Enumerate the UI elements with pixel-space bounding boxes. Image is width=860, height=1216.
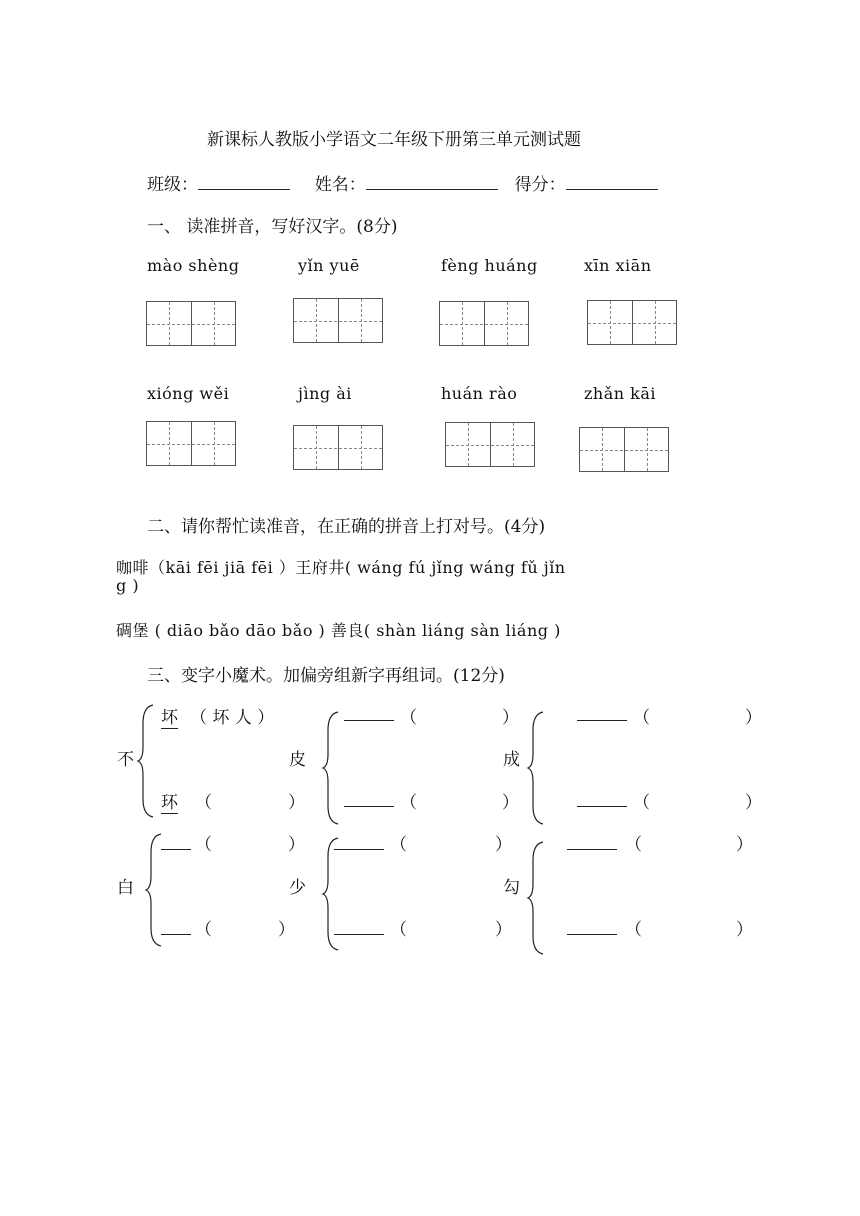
right-paren: ） bbox=[495, 920, 512, 940]
choice-line-1-wrap: g ) bbox=[116, 576, 140, 595]
writing-grid[interactable] bbox=[445, 422, 535, 467]
example-char: 坏 bbox=[161, 703, 178, 729]
name-blank[interactable] bbox=[366, 188, 498, 190]
left-paren: （ bbox=[400, 793, 417, 813]
section2-heading: 二、请你帮忙读准音，在正确的拼音上打对号。(4分) bbox=[147, 517, 546, 537]
section3-heading: 三、变字小魔术。加偏旁组新字再组词。(12分) bbox=[147, 666, 505, 686]
right-paren: ） bbox=[495, 835, 512, 855]
writing-grid[interactable] bbox=[146, 301, 236, 346]
brace-icon bbox=[527, 840, 547, 956]
right-paren: ） bbox=[288, 835, 305, 855]
answer-blank[interactable] bbox=[567, 934, 617, 935]
left-paren: （ bbox=[195, 793, 212, 813]
answer-blank[interactable] bbox=[161, 934, 191, 935]
pinyin-item: zhǎn kāi bbox=[584, 384, 657, 403]
pinyin-item: xióng wěi bbox=[147, 384, 230, 403]
answer-blank[interactable] bbox=[577, 720, 627, 721]
answer-blank[interactable] bbox=[577, 806, 627, 807]
pinyin-item: yǐn yuē bbox=[298, 256, 360, 275]
writing-grid[interactable] bbox=[439, 301, 529, 346]
left-paren: （ bbox=[400, 708, 417, 728]
pinyin-item: fèng huáng bbox=[441, 256, 538, 275]
answer-blank[interactable] bbox=[567, 849, 617, 850]
right-paren: ） bbox=[736, 835, 753, 855]
pinyin-item: jìng ài bbox=[298, 384, 352, 403]
right-paren: ） bbox=[502, 793, 519, 813]
page-title: 新课标人教版小学语文二年级下册第三单元测试题 bbox=[207, 130, 581, 150]
writing-grid[interactable] bbox=[587, 300, 677, 345]
left-paren: （ bbox=[390, 920, 407, 940]
right-paren: ） bbox=[278, 920, 295, 940]
choice-line-1[interactable]: 咖啡（kāi fēi jiā fēi ）王府井( wáng fú jǐng wáng fǔ jǐn bbox=[116, 558, 566, 577]
answer-blank[interactable] bbox=[334, 849, 384, 850]
base-char: 少 bbox=[289, 878, 306, 898]
pinyin-item: xīn xiān bbox=[584, 256, 652, 275]
new-char: 环 bbox=[161, 788, 178, 814]
example-word: （ 坏 人 ） bbox=[190, 708, 275, 728]
left-paren: （ bbox=[390, 835, 407, 855]
answer-blank[interactable] bbox=[334, 934, 384, 935]
brace-icon bbox=[527, 710, 547, 826]
left-paren: （ bbox=[195, 835, 212, 855]
base-char: 白 bbox=[117, 878, 134, 898]
writing-grid[interactable] bbox=[579, 427, 669, 472]
right-paren: ） bbox=[736, 920, 753, 940]
score-label: 得分： bbox=[514, 175, 566, 195]
answer-blank[interactable] bbox=[344, 720, 394, 721]
section1-heading: 一、 读准拼音，写好汉字。(8分) bbox=[147, 217, 398, 237]
answer-blank[interactable] bbox=[344, 806, 394, 807]
base-char: 勾 bbox=[503, 878, 520, 898]
right-paren: ） bbox=[502, 708, 519, 728]
writing-grid[interactable] bbox=[146, 421, 236, 466]
left-paren: （ bbox=[633, 708, 650, 728]
choice-line-2[interactable]: 碉堡 ( diāo bǎo dāo bǎo ) 善良( shàn liáng sàn liáng ) bbox=[116, 621, 561, 640]
brace-icon bbox=[322, 710, 342, 826]
pinyin-item: mào shèng bbox=[147, 256, 240, 275]
right-paren: ） bbox=[745, 793, 762, 813]
class-label: 班级： bbox=[147, 175, 198, 195]
base-char: 皮 bbox=[289, 750, 306, 770]
left-paren: （ bbox=[625, 920, 642, 940]
brace-icon bbox=[137, 703, 157, 819]
score-blank[interactable] bbox=[566, 188, 658, 190]
left-paren: （ bbox=[195, 920, 212, 940]
right-paren: ） bbox=[745, 708, 762, 728]
writing-grid[interactable] bbox=[293, 298, 383, 343]
base-char: 成 bbox=[503, 750, 520, 770]
right-paren: ） bbox=[288, 793, 305, 813]
class-blank[interactable] bbox=[198, 188, 290, 190]
answer-blank[interactable] bbox=[161, 849, 191, 850]
base-char: 不 bbox=[117, 750, 134, 770]
writing-grid[interactable] bbox=[293, 425, 383, 470]
left-paren: （ bbox=[625, 835, 642, 855]
info-line bbox=[147, 170, 658, 195]
left-paren: （ bbox=[633, 793, 650, 813]
name-label: 姓名： bbox=[314, 175, 366, 195]
pinyin-item: huán rào bbox=[441, 384, 518, 403]
